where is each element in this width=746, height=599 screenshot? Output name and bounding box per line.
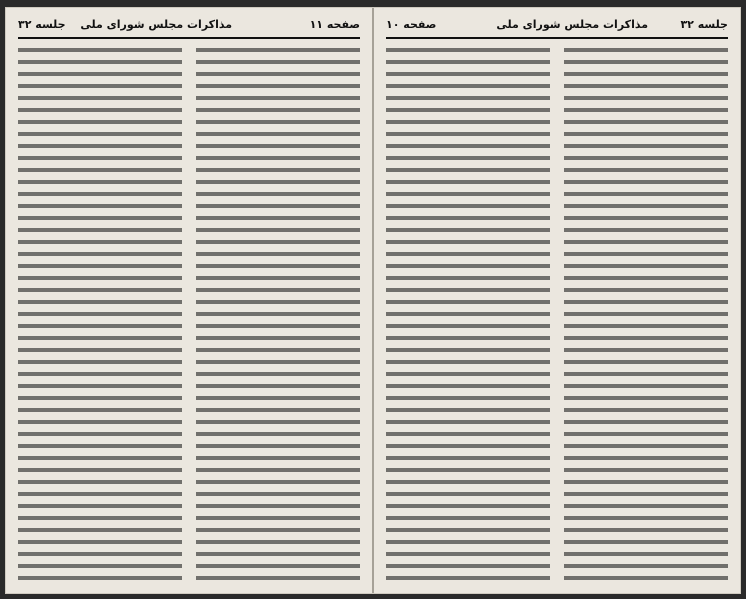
- right-page-column-left: [386, 44, 550, 584]
- book-spine: [372, 8, 374, 593]
- left-page-session: جلسه ۳۲: [18, 18, 66, 31]
- left-page-column-left: [18, 44, 182, 584]
- right-page: [376, 8, 738, 593]
- right-page-number: صفحه ۱۰: [386, 18, 437, 31]
- left-page-number: صفحه ۱۱: [309, 18, 360, 31]
- right-page-column-right: [564, 44, 728, 584]
- right-page-header: [386, 18, 728, 34]
- right-page-session: جلسه ۳۲: [680, 18, 728, 31]
- left-page-header: [18, 18, 360, 34]
- book-spread: [6, 8, 740, 593]
- left-page-column-right: [196, 44, 360, 584]
- left-header-rule: [18, 37, 360, 39]
- right-header-rule: [386, 37, 728, 39]
- left-page-title: مذاکرات مجلس شورای ملی: [80, 18, 232, 31]
- right-page-title: مذاکرات مجلس شورای ملی: [496, 18, 648, 31]
- left-page: [8, 8, 370, 593]
